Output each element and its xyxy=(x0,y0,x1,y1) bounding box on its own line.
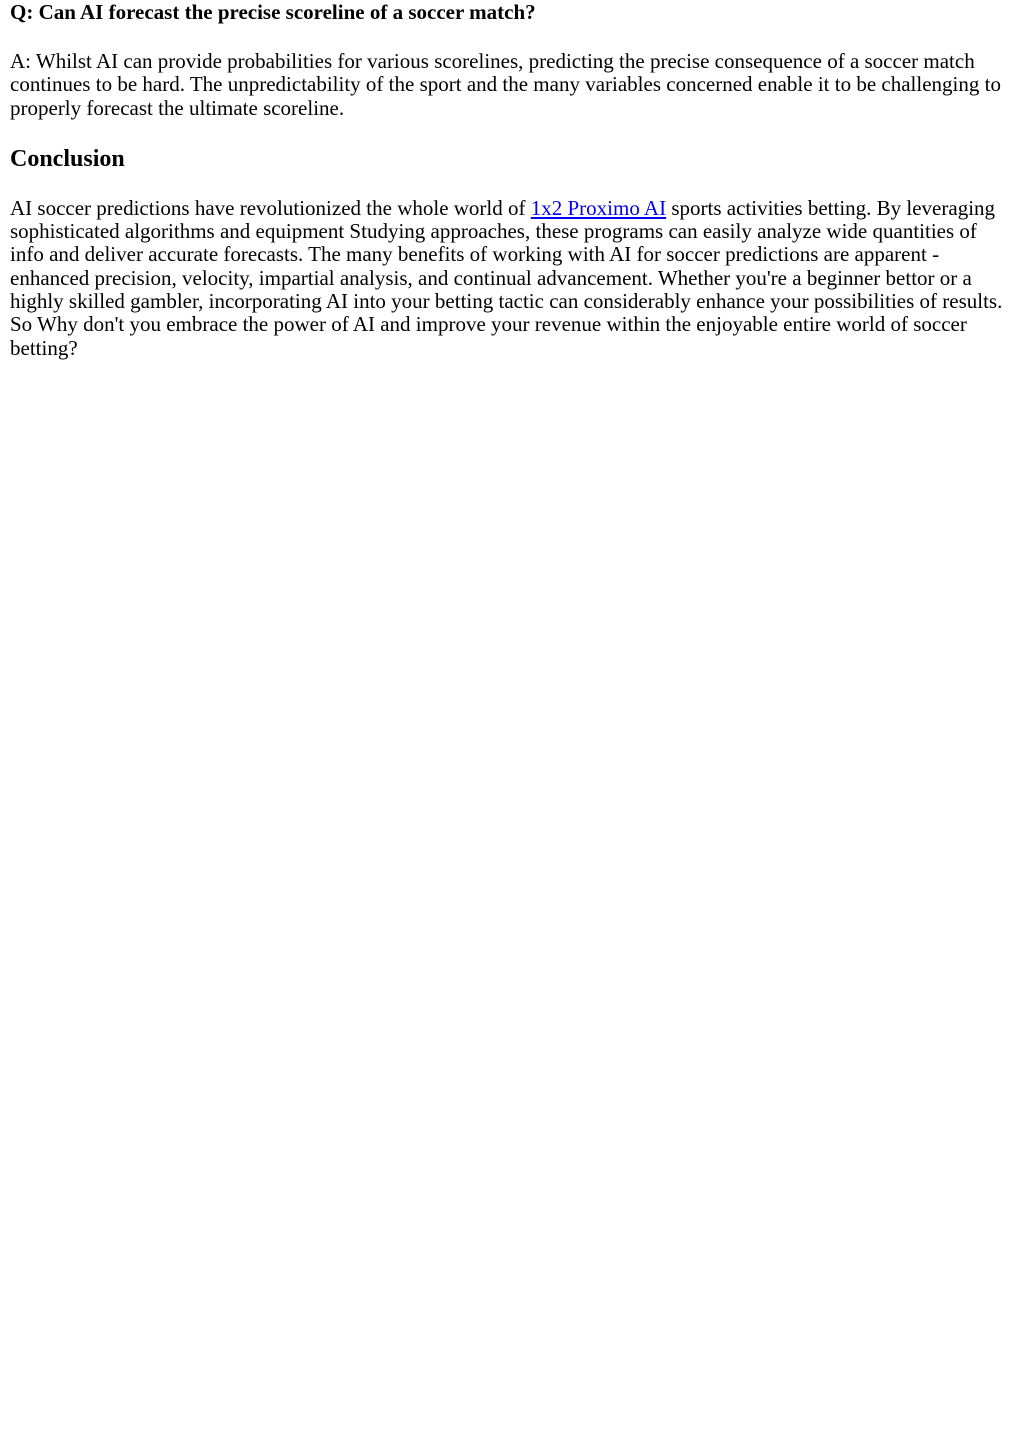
conclusion-paragraph xyxy=(10,197,1014,360)
conclusion-heading: Conclusion xyxy=(10,145,125,172)
conclusion-text-before-link: AI soccer predictions have revolutionized the whole world of xyxy=(10,195,531,220)
faq-answer: A: Whilst AI can provide probabilities for various scorelines, predicting the precise consequence of a soccer match continues to be hard. The unpredictability of the sport and the many variables concerned enable it to be challenging to properly forecast the ultimate scoreline. xyxy=(10,49,1001,120)
proximo-ai-link[interactable]: 1x2 Proximo AI xyxy=(530,195,667,220)
document-page xyxy=(0,0,1024,360)
conclusion-text-after-link: sports activities betting. By leveraging sophisticated algorithms and equipment Studying approaches, these programs can easily analyze wide quantities of info and deliver accurate forecasts. The many benefits of working with AI for soccer predictions are apparent - enhanced precision, velocity, impartial analysis, and continual advancement. Whether you're a beginner bettor or a highly skilled gambler, incorporating AI into your betting tactic can considerably enhance your possibilities of results. So Why don't you embrace the power of AI and improve your revenue within the enjoyable entire world of soccer betting? xyxy=(10,195,1003,360)
faq-question: Q: Can AI forecast the precise scoreline of a soccer match? xyxy=(10,0,536,24)
